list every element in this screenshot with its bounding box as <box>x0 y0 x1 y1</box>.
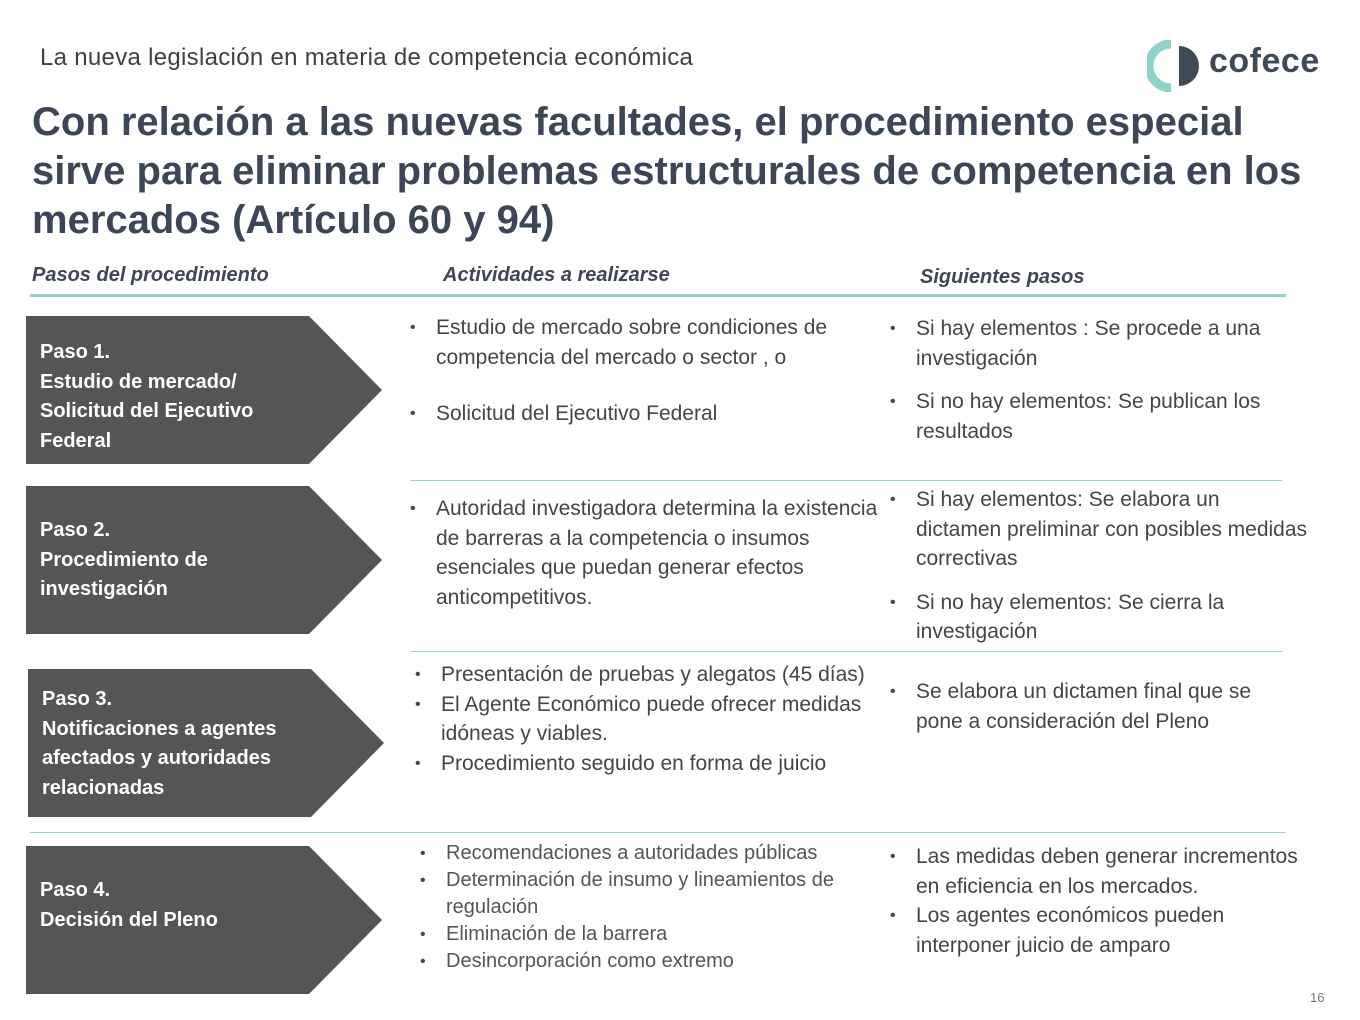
cofece-logo-icon <box>1147 40 1201 92</box>
step-1-chevron <box>26 316 386 464</box>
column-header-steps: Pasos del procedimiento <box>32 264 269 286</box>
step-2-chevron <box>26 486 386 634</box>
list-item: • Recomendaciones a autoridades públicas <box>420 840 840 867</box>
list-item: • Eliminación de la barrera <box>420 921 840 948</box>
step-2-next <box>890 485 1310 647</box>
list-item: • El Agente Económico puede ofrecer medidas idóneas y viables. <box>415 690 875 749</box>
step-3-label: Paso 3. Notificaciones a agentes afectados y autoridades relacionadas <box>42 688 277 799</box>
step-1-next <box>890 314 1310 446</box>
step-2-label: Paso 2. Procedimiento de investigación <box>40 519 208 600</box>
list-item: • Determinación de insumo y lineamientos de regulación <box>420 867 840 921</box>
row-separator <box>410 480 1282 481</box>
slide-subtitle: La nueva legislación en materia de competencia económica <box>40 44 694 71</box>
step-3-activities <box>415 660 875 778</box>
cofece-logo <box>1147 40 1320 92</box>
column-header-activities: Actividades a realizarse <box>443 264 670 286</box>
step-3-next <box>890 677 1290 736</box>
step-4-activities <box>420 840 840 975</box>
step-4-label: Paso 4. Decisión del Pleno <box>40 879 218 931</box>
list-item: • Los agentes económicos pueden interponer juicio de amparo <box>890 901 1300 960</box>
header-rule <box>30 294 1286 297</box>
row-separator <box>410 651 1282 652</box>
step-1-label: Paso 1. Estudio de mercado/ Solicitud del Ejecutivo Federal <box>40 341 254 452</box>
logo-wordmark: cofece <box>1209 42 1320 80</box>
list-item: • Presentación de pruebas y alegatos (45 días) <box>415 660 875 690</box>
list-item: • Procedimiento seguido en forma de juicio <box>415 749 875 779</box>
list-item: • Estudio de mercado sobre condiciones de competencia del mercado o sector , o <box>410 313 850 372</box>
list-item: • Desincorporación como extremo <box>420 948 840 975</box>
step-3-chevron <box>28 669 388 817</box>
list-item: • Si no hay elementos: Se publican los resultados <box>890 387 1310 446</box>
list-item: • Si no hay elementos: Se cierra la investigación <box>890 588 1310 647</box>
step-4-chevron <box>26 846 386 994</box>
list-item: • Las medidas deben generar incrementos en eficiencia en los mercados. <box>890 842 1300 901</box>
slide-title: Con relación a las nuevas facultades, el procedimiento especial sirve para eliminar problemas estructurales de competencia en los mercados (Artículo 60 y 94) <box>32 100 1302 242</box>
list-item: • Se elabora un dictamen final que se pone a consideración del Pleno <box>890 677 1290 736</box>
step-4-next <box>890 842 1300 960</box>
row-separator <box>30 832 1286 833</box>
list-item: • Si hay elementos : Se procede a una investigación <box>890 314 1310 373</box>
column-header-next: Siguientes pasos <box>920 266 1085 288</box>
step-2-activities <box>410 494 888 612</box>
list-item: • Autoridad investigadora determina la existencia de barreras a la competencia o insumos esenciales que puedan generar efectos anticompetitivos. <box>410 494 888 612</box>
page-number: 16 <box>1310 990 1325 1005</box>
list-item: • Si hay elementos: Se elabora un dictamen preliminar con posibles medidas correctivas <box>890 485 1310 574</box>
step-1-activities <box>410 313 850 429</box>
list-item: • Solicitud del Ejecutivo Federal <box>410 399 850 429</box>
